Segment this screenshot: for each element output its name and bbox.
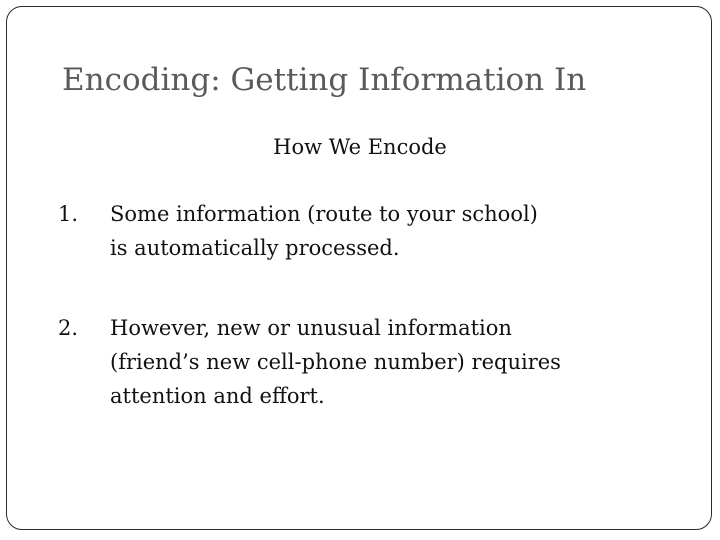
list-item	[58, 311, 678, 413]
list-item	[58, 197, 678, 265]
list-item-line: However, new or unusual information	[110, 316, 512, 340]
slide-subheading: How We Encode	[273, 135, 447, 159]
slide-title: Encoding: Getting Information In	[62, 62, 587, 98]
list-item-line: attention and effort.	[110, 384, 325, 408]
list-item-line: is automatically processed.	[110, 236, 400, 260]
list-item-line: (friend’s new cell-phone number) requires	[110, 350, 561, 374]
numbered-list	[58, 197, 678, 459]
list-item-line: Some information (route to your school)	[110, 202, 538, 226]
list-item-number: 1.	[58, 202, 79, 226]
list-item-number: 2.	[58, 316, 79, 340]
